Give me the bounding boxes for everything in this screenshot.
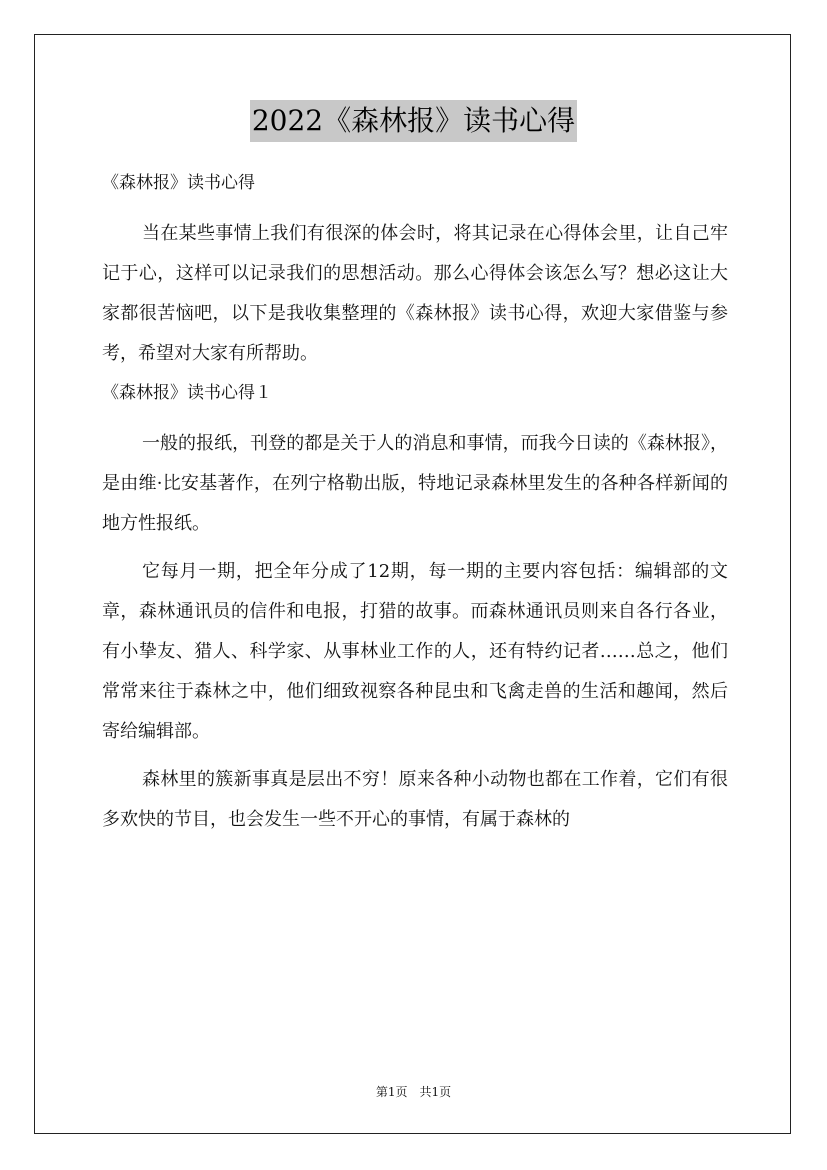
document-title: 2022《森林报》读书心得 xyxy=(250,100,577,142)
page-footer: 第1页 共1页 xyxy=(375,1085,452,1099)
body-paragraph-1: 一般的报纸，刊登的都是关于人的消息和事情，而我今日读的《森林报》，是由维·比安基著作，在列宁格勒出版，特地记录森林里发生的各种各样新闻的地方性报纸。 xyxy=(102,433,728,534)
section-heading-1: 《森林报》读书心得１ xyxy=(102,383,272,403)
title-container xyxy=(0,100,827,142)
section-heading-intro: 《森林报》读书心得 xyxy=(102,173,255,193)
body-paragraph-3: 森林里的簇新事真是层出不穷！原来各种小动物也都在工作着，它们有很多欢快的节目，也会发生一些不开心的事情，有属于森林的 xyxy=(102,769,728,830)
document-body xyxy=(102,172,728,840)
body-paragraph-2: 它每月一期，把全年分成了12期，每一期的主要内容包括：编辑部的文章，森林通讯员的信件和电报，打猎的故事。而森林通讯员则来自各行各业，有小挚友、猎人、科学家、从事林业工作的人，还有特约记者……总之，他们常常来往于森林之中，他们细致视察各种昆虫和飞禽走兽的生活和趣闻，然后寄给编辑部。 xyxy=(102,561,728,742)
intro-paragraph: 当在某些事情上我们有很深的体会时，将其记录在心得体会里，让自己牢记于心，这样可以记录我们的思想活动。那么心得体会该怎么写？想必这让大家都很苦恼吧，以下是我收集整理的《森林报》读书心得，欢迎大家借鉴与参考，希望对大家有所帮助。 xyxy=(102,223,728,364)
